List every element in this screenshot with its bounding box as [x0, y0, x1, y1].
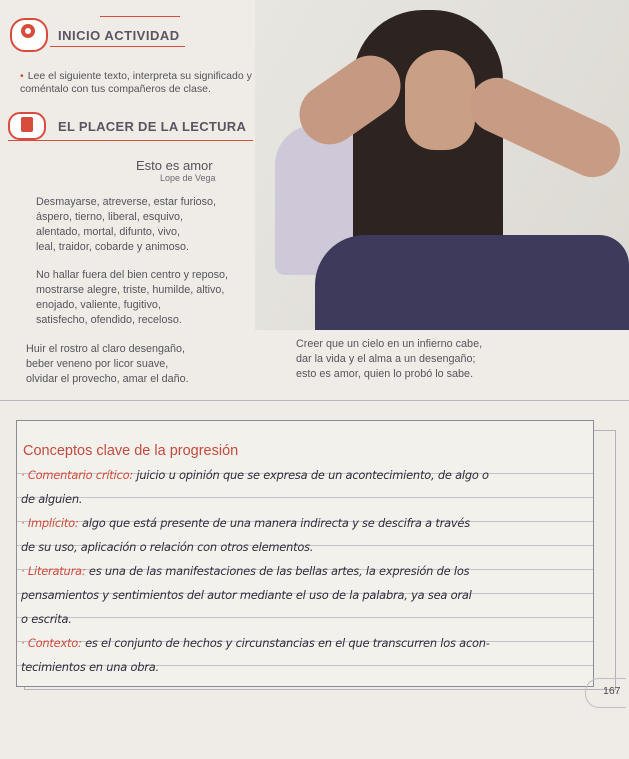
- poem-line: beber veneno por licor suave,: [26, 358, 169, 370]
- poem-stanza-2: [36, 268, 228, 328]
- woman-photo: [255, 0, 629, 330]
- poem-line: alentado, mortal, difunto, vivo,: [36, 226, 181, 238]
- concept-line: · Comentario crítico: juicio u opinión que se expresa de un acontecimiento, de algo o: [21, 468, 489, 482]
- poem-line: áspero, tierno, liberal, esquivo,: [36, 211, 184, 223]
- poem-line: No hallar fuera del bien centro y reposo,: [36, 269, 229, 281]
- concept-line: pensamientos y sentimientos del autor mediante el uso de la palabra, ya sea oral: [21, 588, 472, 602]
- reading-section-label: EL PLACER DE LA LECTURA: [58, 118, 247, 134]
- poem-author: Lope de Vega: [160, 173, 216, 183]
- concept-line: o escrita.: [21, 612, 72, 626]
- concept-line: · Implícito: algo que está presente de una manera indirecta y se descifra a través: [21, 516, 470, 530]
- poem-line: dar la vida y el alma a un desengaño;: [296, 353, 476, 365]
- location-pin-icon: [10, 18, 48, 52]
- reading-section-header: [8, 112, 246, 140]
- poem-line: satisfecho, ofendido, receloso.: [36, 314, 182, 326]
- section-underline: [8, 140, 253, 141]
- poem-line: Desmayarse, atreverse, estar furioso,: [36, 196, 217, 208]
- poem-stanza-3: [26, 342, 189, 387]
- concept-line: de alguien.: [21, 492, 83, 506]
- ruled-line: [17, 617, 593, 618]
- poem-line: esto es amor, quien lo probó lo sabe.: [296, 368, 474, 380]
- instruction-text: • Lee el siguiente texto, interpreta su significado y coméntalo con tus compañeros de clase.: [20, 70, 252, 95]
- concept-line: · Literatura: es una de las manifestaciones de las bellas artes, la expresión de los: [21, 564, 470, 578]
- header-underline: [50, 46, 185, 47]
- poem-line: leal, traidor, cobarde y animoso.: [36, 241, 190, 253]
- poem-stanza-1: [36, 195, 216, 255]
- poem-line: enojado, valiente, fugitivo,: [36, 299, 161, 311]
- poem-title: Esto es amor: [136, 158, 213, 173]
- concept-line: tecimientos en una obra.: [21, 660, 159, 674]
- ruled-line: [17, 497, 593, 498]
- poem-line: Creer que un cielo en un infierno cabe,: [296, 338, 483, 350]
- section-divider: [0, 400, 629, 401]
- poem-line: Huir el rostro al claro desengaño,: [26, 343, 186, 355]
- header-line-top: [100, 16, 180, 17]
- poem-line: olvidar el provecho, amar el daño.: [26, 373, 189, 385]
- activity-header-label: INICIO ACTIVIDAD: [58, 27, 180, 43]
- concept-line: · Contexto: es el conjunto de hechos y circunstancias en el que transcurren los acon-: [21, 636, 490, 650]
- concepts-box: [16, 420, 594, 687]
- poem-line: mostrarse alegre, triste, humilde, altivo,: [36, 284, 225, 296]
- poem-stanza-4: [296, 337, 482, 382]
- concepts-title: Conceptos clave de la progresión: [23, 443, 239, 459]
- book-icon: [8, 112, 46, 140]
- page-number: 167: [603, 685, 621, 697]
- concept-line: de su uso, aplicación o relación con otros elementos.: [21, 540, 314, 554]
